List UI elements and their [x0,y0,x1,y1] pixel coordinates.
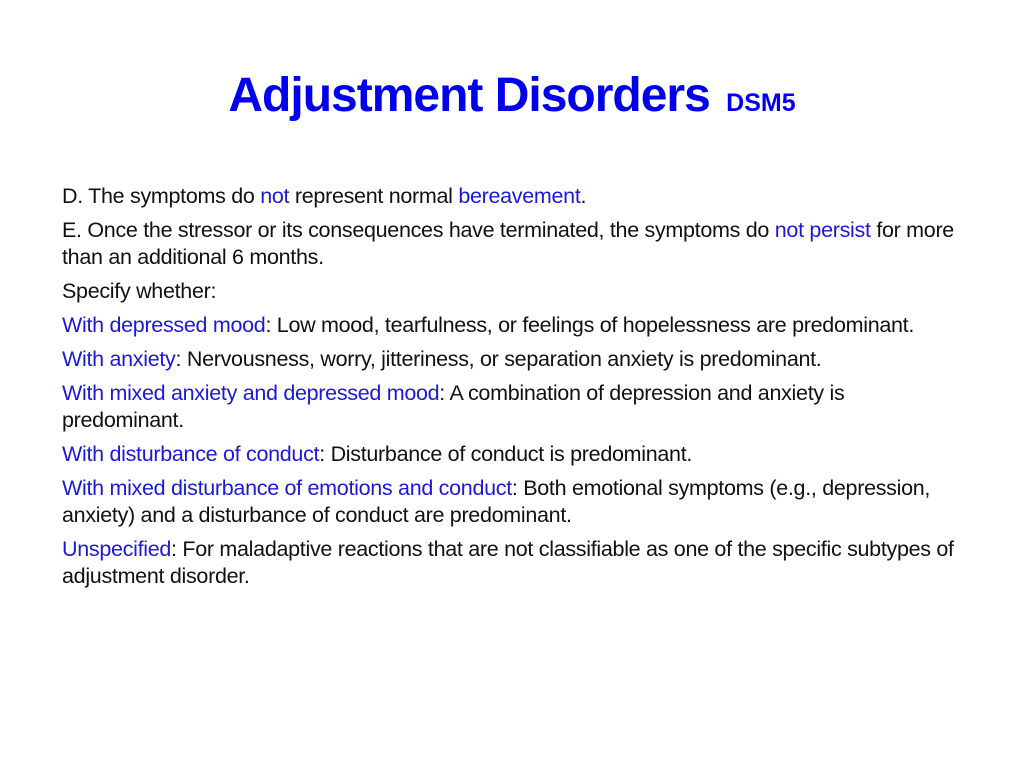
text-run: D. The symptoms do [62,184,261,208]
highlight-run: not [260,184,290,208]
subtype-label: Unspecified [62,537,172,561]
subtype-label: With anxiety [62,347,176,371]
subtype-label: With mixed anxiety and depressed mood [62,381,440,405]
subtype-unspecified [62,536,962,590]
specify-whether [62,278,962,305]
subtype-description: : Both emotional symptoms (e.g., depression, anxiety) and a disturbance of conduct are predominant. [62,476,931,527]
subtype-disturbance-conduct [62,441,962,468]
slide-title [0,64,1024,135]
subtype-depressed-mood [62,312,962,339]
subtype-mixed-anxiety-depressed [62,380,962,434]
subtype-mixed-emotions-conduct [62,475,962,529]
text-run: Specify whether: [62,279,217,303]
highlight-run: bereavement [458,184,581,208]
slide-title-suffix: DSM5 [726,89,796,117]
subtype-label: With disturbance of conduct [62,442,320,466]
criterion-e [62,217,962,271]
subtype-label: With mixed disturbance of emotions and conduct [62,476,512,500]
subtype-description: : A combination of depression and anxiety is predominant. [62,381,845,432]
subtype-description: : Nervousness, worry, jitteriness, or separation anxiety is predominant. [175,347,822,371]
slide-title-main: Adjustment Disorders [228,69,710,122]
text-run: represent normal [289,184,459,208]
text-run: for more than an additional 6 months. [62,218,954,269]
text-run: . [580,184,587,208]
text-run: E. Once the stressor or its consequences have terminated, the symptoms do [62,218,775,242]
subtype-description: : Disturbance of conduct is predominant. [319,442,693,466]
highlight-run: not persist [774,218,871,242]
slide-body [62,183,962,597]
criterion-d [62,183,962,210]
subtype-label: With depressed mood [62,313,266,337]
subtype-description: : Low mood, tearfulness, or feelings of hopelessness are predominant. [265,313,915,337]
subtype-anxiety [62,346,962,373]
subtype-description: : For maladaptive reactions that are not classifiable as one of the specific subtypes of adjustment disorder. [62,537,954,588]
